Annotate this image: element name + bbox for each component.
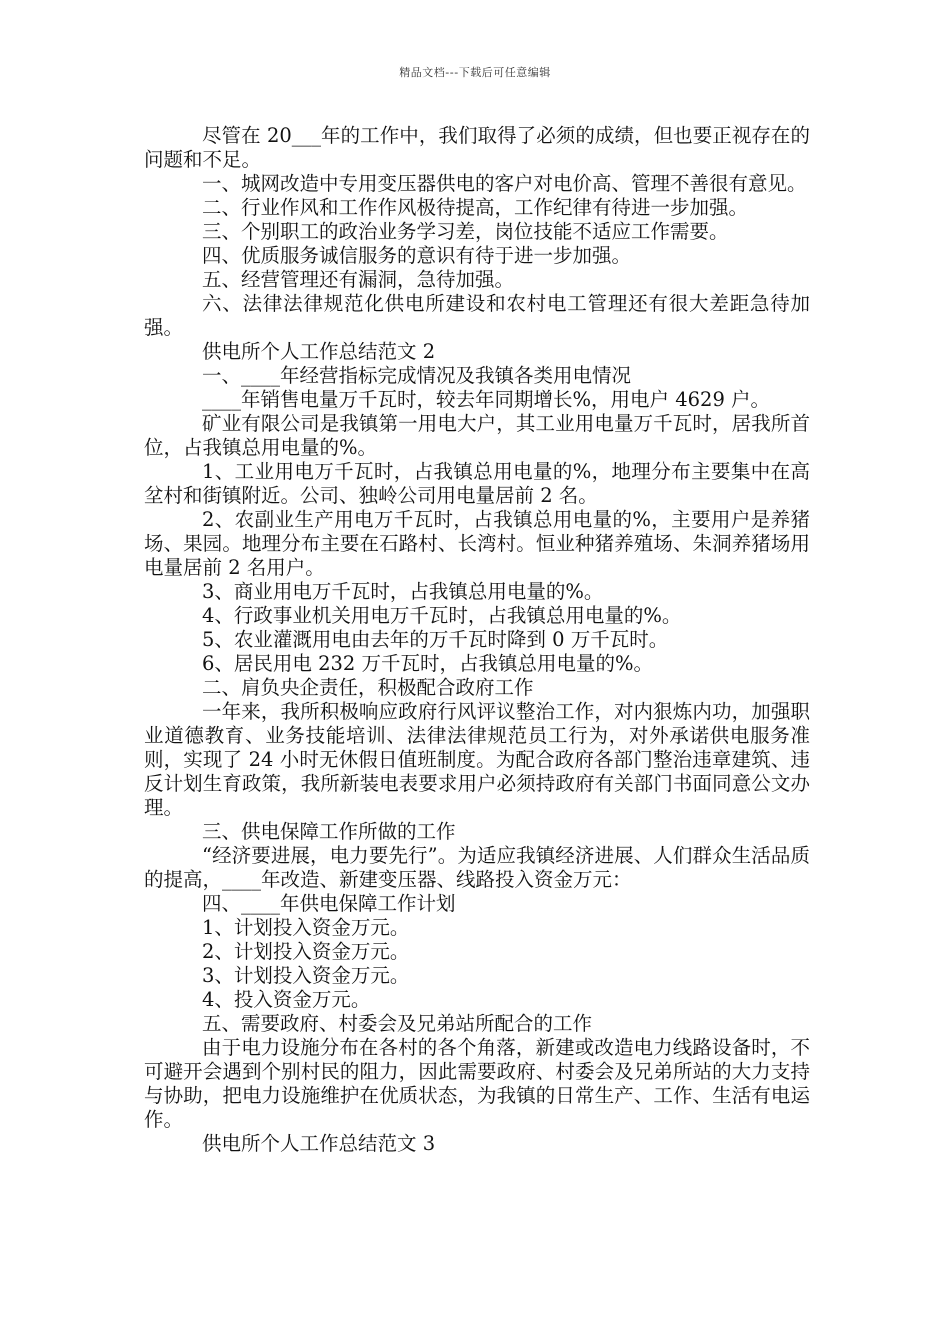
- paragraph: 3、商业用电万千瓦时，占我镇总用电量的%。: [202, 580, 604, 603]
- paragraph: 六、法律法律规范化供电所建设和农村电工管理还有很大差距急待加强。: [144, 292, 810, 339]
- paragraph: 五、经营管理还有漏洞，急待加强。: [202, 268, 515, 291]
- page-header: 精品文档---下载后可任意编辑: [399, 66, 551, 79]
- paragraph: 二、行业作风和工作作风极待提高，工作纪律有待进一步加强。: [202, 196, 749, 219]
- paragraph: 尽管在 20___年的工作中，我们取得了必须的成绩，但也要正视存在的问题和不足。: [144, 124, 810, 171]
- paragraph: 四、优质服务诚信服务的意识有待于进一步加强。: [202, 244, 632, 267]
- paragraph: ____年销售电量万千瓦时，较去年同期增长%，用电户 4629 户。: [202, 388, 771, 411]
- paragraph: 一年来，我所积极响应政府行风评议整治工作，对内狠炼内功，加强职业道德教育、业务技能培训、法律法律规范员工行为，对外承诺供电服务准则，实现了 24 小时无休假日值班制度。为配合政府各部门整治违章建筑、违反计划生育政策，我所新装电表要求用户必须持政府有关部门书面同意公文办理。: [144, 700, 810, 819]
- section-title: 供电所个人工作总结范文 2: [202, 340, 436, 363]
- paragraph: 5、农业灌溉用电由去年的万千瓦时降到 0 万千瓦时。: [202, 628, 669, 651]
- paragraph: 6、居民用电 232 万千瓦时，占我镇总用电量的%。: [202, 652, 654, 675]
- document-body: [144, 124, 810, 1156]
- paragraph: 1、计划投入资金万元。: [202, 916, 410, 939]
- paragraph: 二、肩负央企责任，积极配合政府工作: [202, 676, 534, 699]
- paragraph: 矿业有限公司是我镇第一用电大户，其工业用电量万千瓦时，居我所首位，占我镇总用电量的%。: [144, 412, 810, 459]
- paragraph: 一、城网改造中专用变压器供电的客户对电价高、管理不善很有意见。: [202, 172, 807, 195]
- paragraph: 3、计划投入资金万元。: [202, 964, 410, 987]
- paragraph: 一、____年经营指标完成情况及我镇各类用电情况: [202, 364, 632, 387]
- paragraph: “经济要进展，电力要先行”。为适应我镇经济进展、人们群众生活品质的提高，____年改造、新建变压器、线路投入资金万元：: [144, 844, 810, 891]
- paragraph: 2、计划投入资金万元。: [202, 940, 410, 963]
- paragraph: 2、农副业生产用电万千瓦时，占我镇总用电量的%，主要用户是养猪场、果园。地理分布主要在石路村、长湾村。恒业种猪养殖场、朱洞养猪场用电量居前 2 名用户。: [144, 508, 810, 579]
- paragraph: 由于电力设施分布在各村的各个角落，新建或改造电力线路设备时，不可避开会遇到个别村民的阻力，因此需要政府、村委会及兄弟所站的大力支持与协助，把电力设施维护在优质状态，为我镇的日常生产、工作、生活有电运作。: [144, 1036, 810, 1131]
- paragraph: 1、工业用电万千瓦时，占我镇总用电量的%，地理分布主要集中在高坌村和街镇附近。公司、独岭公司用电量居前 2 名。: [144, 460, 810, 507]
- paragraph: 三、供电保障工作所做的工作: [202, 820, 456, 843]
- paragraph: 四、____年供电保障工作计划: [202, 892, 456, 915]
- paragraph: 4、行政事业机关用电万千瓦时，占我镇总用电量的%。: [202, 604, 682, 627]
- paragraph: 4、投入资金万元。: [202, 988, 371, 1011]
- paragraph: 三、个别职工的政治业务学习差，岗位技能不适应工作需要。: [202, 220, 729, 243]
- section-title: 供电所个人工作总结范文 3: [202, 1132, 436, 1155]
- paragraph: 五、需要政府、村委会及兄弟站所配合的工作: [202, 1012, 593, 1035]
